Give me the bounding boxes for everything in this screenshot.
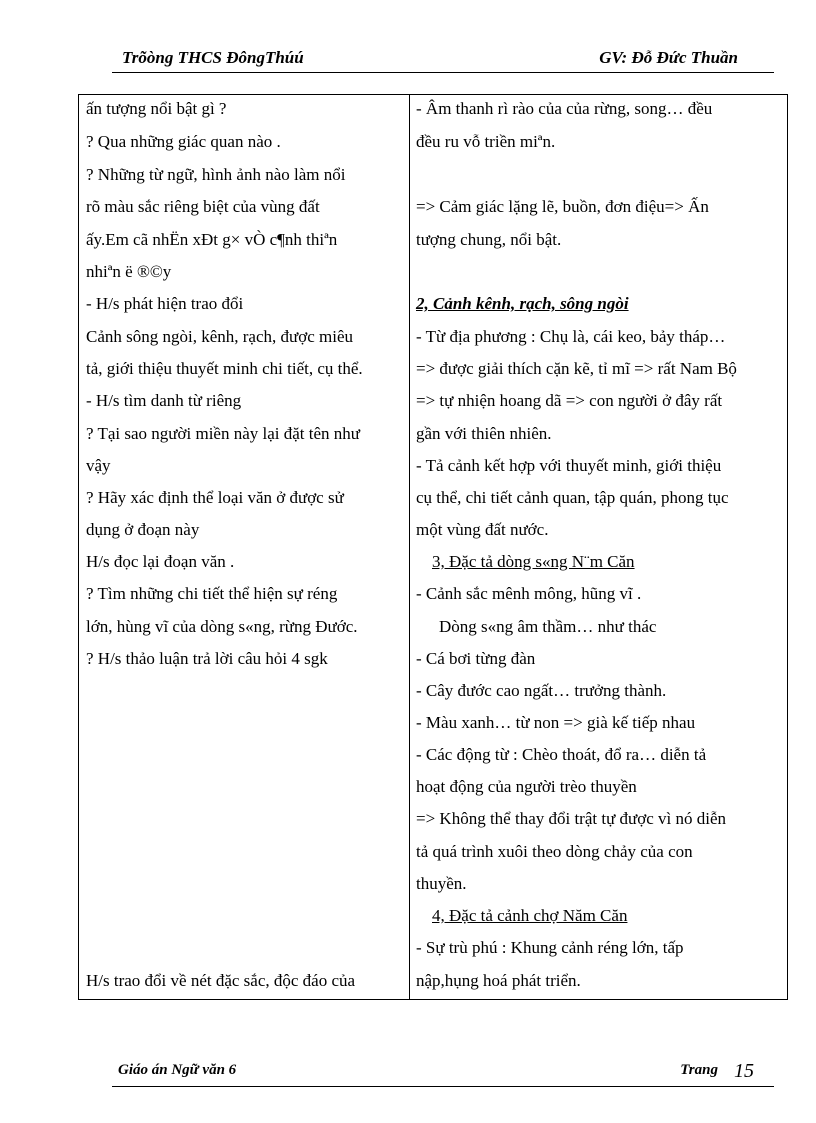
left-line: ? Tại sao người miền này lại đặt tên như <box>86 424 361 443</box>
right-line: - Cây đước cao ngất… trưởng thành. <box>416 681 667 700</box>
right-line: thuyền. <box>416 874 467 893</box>
right-line: cụ thể, chi tiết cảnh quan, tập quán, phong tục <box>416 488 729 507</box>
right-line: gần với thiên nhiên. <box>416 424 552 443</box>
lesson-table <box>78 94 788 1000</box>
left-line: H/s đọc lại đoạn văn . <box>86 552 235 571</box>
right-line: một vùng đất nước. <box>416 520 549 539</box>
left-line: ? Qua những giác quan nào . <box>86 132 281 151</box>
left-line: ? Những từ ngữ, hình ảnh nào làm nổi <box>86 165 346 184</box>
right-line: hoạt động của người trèo thuyền <box>416 777 637 796</box>
section-heading: 4, Đặc tả cảnh chợ Năm Căn <box>432 906 628 925</box>
left-line: ấy.Em cã nhËn xÐt g× vÒ c¶nh thiªn <box>86 230 338 249</box>
right-line: tượng chung, nổi bật. <box>416 230 562 249</box>
left-line: Cảnh sông ngòi, kênh, rạch, được miêu <box>86 327 354 346</box>
right-line: nập,hụng hoá phát triển. <box>416 971 581 990</box>
right-line: - Âm thanh rì rào của của rừng, song… đều <box>416 99 713 118</box>
right-line: => tự nhiện hoang dã => con người ở đây rất <box>416 391 723 410</box>
left-line: ? Tìm những chi tiết thể hiện sự réng <box>86 584 338 603</box>
right-line: - Cá bơi từng đàn <box>416 649 536 668</box>
section-heading: 2, Cảnh kênh, rạch, sông ngòi <box>416 294 629 313</box>
left-line: dụng ở đoạn này <box>86 520 200 539</box>
right-line: tả quá trình xuôi theo dòng chảy của con <box>416 842 693 861</box>
page-number: 15 <box>734 1060 754 1082</box>
left-line: ấn tượng nổi bật gì ? <box>86 99 227 118</box>
left-line: nhiªn ë ®©y <box>86 262 172 281</box>
school-name: Trõòng THCS ĐôngThúú <box>122 48 304 67</box>
page-footer <box>112 1060 774 1087</box>
right-line: - Sự trù phú : Khung cảnh réng lớn, tấp <box>416 938 684 957</box>
right-line: Dòng s«ng âm thầm… như thác <box>439 617 657 636</box>
page-header <box>112 46 774 73</box>
right-line: => Không thể thay đổi trật tự được vì nó diễn <box>416 809 727 828</box>
left-line: tả, giới thiệu thuyết minh chi tiết, cụ thể. <box>86 359 363 378</box>
left-line: - H/s phát hiện trao đổi <box>86 294 244 313</box>
teacher-name: GV: Đỗ Đức Thuần <box>599 48 738 67</box>
right-line: - Các động từ : Chèo thoát, đổ ra… diễn tả <box>416 745 707 764</box>
left-line: vậy <box>86 456 111 475</box>
left-line: lớn, hùng vĩ của dòng s«ng, rừng Đước. <box>86 617 358 636</box>
column-divider <box>409 95 410 999</box>
right-line: => được giải thích cặn kẽ, tỉ mĩ => rất Nam Bộ <box>416 359 737 378</box>
right-line: - Tả cảnh kết hợp với thuyết minh, giới thiệu <box>416 456 722 475</box>
page-label: Trang <box>680 1062 718 1078</box>
left-line: H/s trao đổi về nét đặc sắc, độc đáo của <box>86 971 356 990</box>
left-line: - H/s tìm danh từ riêng <box>86 391 242 410</box>
left-line: rõ màu sắc riêng biệt của vùng đất <box>86 197 320 216</box>
right-line: - Từ địa phương : Chụ là, cái keo, bảy tháp… <box>416 327 726 346</box>
right-line: - Màu xanh… từ non => già kế tiếp nhau <box>416 713 696 732</box>
left-line: ? Hãy xác định thể loại văn ở được sử <box>86 488 344 507</box>
left-line: ? H/s thảo luận trả lời câu hỏi 4 sgk <box>86 649 328 668</box>
section-heading: 3, Đặc tả dòng s«ng N¨m Căn <box>432 552 635 571</box>
right-line: đều ru vỗ triền miªn. <box>416 132 556 151</box>
right-line: - Cảnh sắc mênh mông, hũng vĩ . <box>416 584 642 603</box>
book-title: Giáo án Ngữ văn 6 <box>118 1062 237 1078</box>
right-line: => Cảm giác lặng lẽ, buồn, đơn điệu=> Ấn <box>416 197 709 216</box>
